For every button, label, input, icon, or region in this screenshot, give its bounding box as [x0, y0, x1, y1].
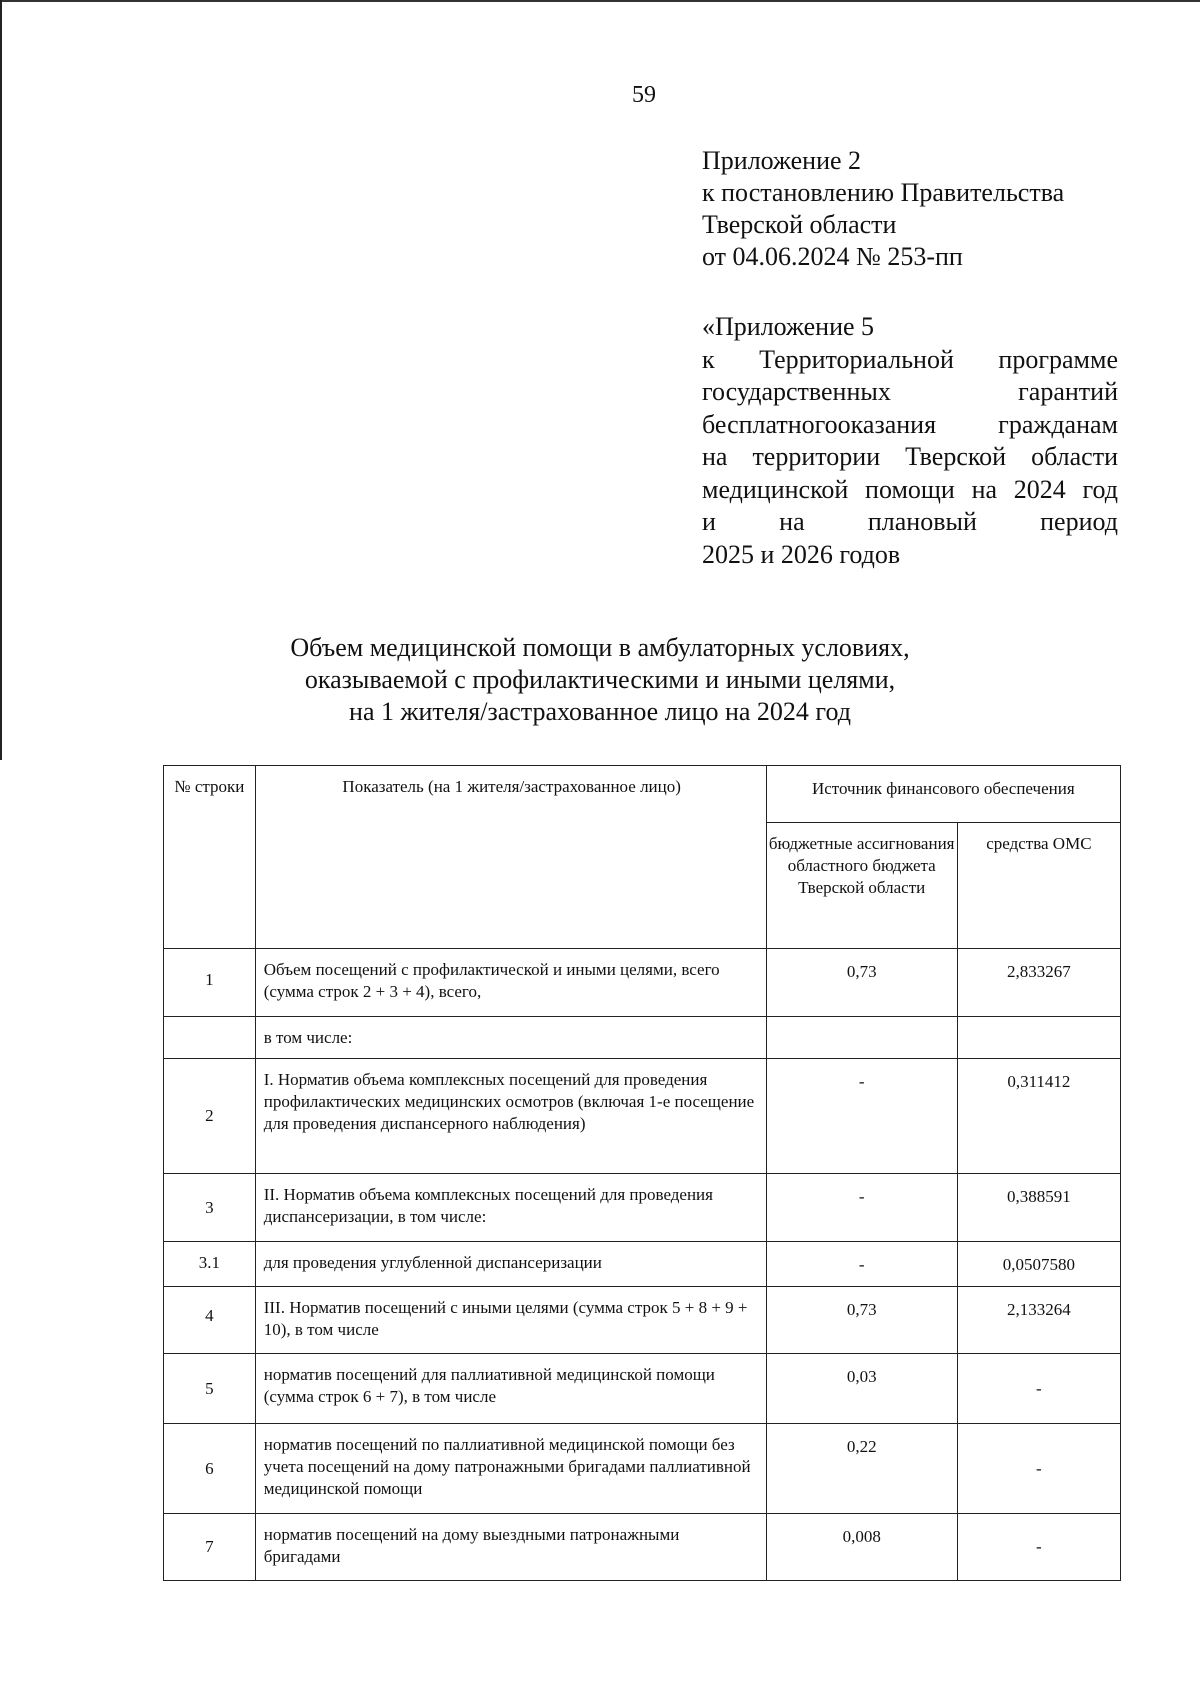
row-budget-value: 0,03 — [766, 1354, 957, 1424]
header-oms: средства ОМС — [957, 823, 1120, 949]
word: к — [702, 344, 715, 374]
word: помощи — [865, 474, 955, 504]
row-indicator: норматив посещений на дому выездными патронажными бригадами — [255, 1514, 766, 1581]
row-oms-value: 2,833267 — [957, 949, 1120, 1017]
row-number: 3.1 — [164, 1242, 256, 1287]
row-indicator: III. Норматив посещений с иными целями (сумма строк 5 + 8 + 9 + 10), в том числе — [255, 1287, 766, 1354]
row-number: 3 — [164, 1174, 256, 1242]
appendix5-line — [702, 409, 1118, 442]
row-number: 4 — [164, 1287, 256, 1354]
word: государственных — [702, 377, 891, 406]
row-oms-value: - — [957, 1424, 1120, 1514]
word: медицинской — [702, 474, 849, 504]
row-indicator: для проведения углубленной диспансеризации — [255, 1242, 766, 1287]
row-indicator: II. Норматив объема комплексных посещений для проведения диспансеризации, в том числе: — [255, 1174, 766, 1242]
table-row — [164, 949, 1121, 1017]
appendix5-line — [702, 506, 1118, 539]
table-header-row — [164, 766, 1121, 823]
row-oms-value: 2,133264 — [957, 1287, 1120, 1354]
row-number: 7 — [164, 1514, 256, 1581]
word: 2024 — [1013, 474, 1066, 504]
page-number: 59 — [632, 82, 656, 108]
row-oms-value: - — [957, 1354, 1120, 1424]
appendix5-line — [702, 474, 1118, 507]
row-budget-value: - — [766, 1059, 957, 1174]
word: области — [1031, 442, 1118, 471]
scan-edge-top — [0, 0, 1200, 2]
appendix5-line — [702, 441, 1118, 474]
header-budget: бюджетные ассигнования областного бюджета Тверской области — [766, 823, 957, 949]
table-row — [164, 1354, 1121, 1424]
appendix-line: Тверской области — [702, 210, 897, 239]
header-row-number: № строки — [164, 766, 256, 949]
row-budget-value: 0,73 — [766, 949, 957, 1017]
row-budget-value — [766, 1017, 957, 1059]
word: плановый — [867, 507, 977, 536]
appendix5-line — [702, 344, 1118, 377]
appendix-line: Приложение 2 — [702, 146, 862, 175]
table-row — [164, 1287, 1121, 1354]
appendix-5-reference — [702, 311, 1118, 571]
row-indicator: Объем посещений с профилактической и иными целями, всего (сумма строк 2 + 3 + 4), всего, — [255, 949, 766, 1017]
word: территории — [752, 442, 881, 471]
row-budget-value: 0,22 — [766, 1424, 957, 1514]
row-number: 6 — [164, 1424, 256, 1514]
table-row — [164, 1242, 1121, 1287]
medical-care-volume-table — [163, 765, 1121, 1581]
row-budget-value: - — [766, 1242, 957, 1287]
word: Территориальной — [759, 344, 954, 374]
row-number: 5 — [164, 1354, 256, 1424]
title-line: на 1 жителя/застрахованное лицо на 2024 год — [349, 697, 851, 726]
row-number: 2 — [164, 1059, 256, 1174]
row-indicator: норматив посещений для паллиативной медицинской помощи (сумма строк 6 + 7), в том числе — [255, 1354, 766, 1424]
row-budget-value: 0,73 — [766, 1287, 957, 1354]
word: на — [971, 474, 998, 504]
word: гарантий — [1018, 377, 1118, 406]
word: Тверской — [905, 442, 1007, 471]
header-funding-source: Источник финансового обеспечения — [766, 766, 1120, 823]
table-row — [164, 1424, 1121, 1514]
row-indicator: I. Норматив объема комплексных посещений для проведения профилактических медицинских осмотров (включая 1-е посещение для проведения диспансерного наблюдения) — [255, 1059, 766, 1174]
appendix5-line: «Приложение 5 — [702, 312, 875, 341]
row-oms-value: 0,388591 — [957, 1174, 1120, 1242]
document-title — [180, 632, 1020, 728]
word: период — [1040, 507, 1118, 536]
word: гражданам — [998, 409, 1118, 439]
table-row — [164, 1514, 1121, 1581]
header-indicator: Показатель (на 1 жителя/застрахованное лицо) — [255, 766, 766, 949]
row-oms-value: 0,311412 — [957, 1059, 1120, 1174]
title-line: оказываемой с профилактическими и иными целями, — [304, 665, 896, 694]
row-indicator: норматив посещений по паллиативной медицинской помощи без учета посещений на дому патронажными бригадами паллиативной медицинской помощи — [255, 1424, 766, 1514]
appendix-line: к постановлению Правительства — [702, 178, 1065, 207]
row-number: 1 — [164, 949, 256, 1017]
row-oms-value — [957, 1017, 1120, 1059]
word: год — [1082, 474, 1118, 504]
word: бесплатногооказания — [702, 409, 937, 439]
row-indicator: в том числе: — [255, 1017, 766, 1059]
appendix-2-reference — [702, 145, 1064, 273]
row-budget-value: 0,008 — [766, 1514, 957, 1581]
word: на — [702, 442, 728, 471]
table-row — [164, 1059, 1121, 1174]
appendix-line: от 04.06.2024 № 253-пп — [702, 242, 963, 271]
row-budget-value: - — [766, 1174, 957, 1242]
word: на — [779, 507, 805, 536]
word: программе — [998, 344, 1118, 374]
table-row — [164, 1017, 1121, 1059]
row-number — [164, 1017, 256, 1059]
row-oms-value: - — [957, 1514, 1120, 1581]
table-row — [164, 1174, 1121, 1242]
row-oms-value: 0,0507580 — [957, 1242, 1120, 1287]
word: и — [702, 507, 716, 536]
appendix5-line: 2025 и 2026 годов — [702, 539, 901, 569]
appendix5-line — [702, 376, 1118, 409]
title-line: Объем медицинской помощи в амбулаторных условиях, — [290, 633, 910, 662]
scan-edge-left — [0, 0, 2, 760]
